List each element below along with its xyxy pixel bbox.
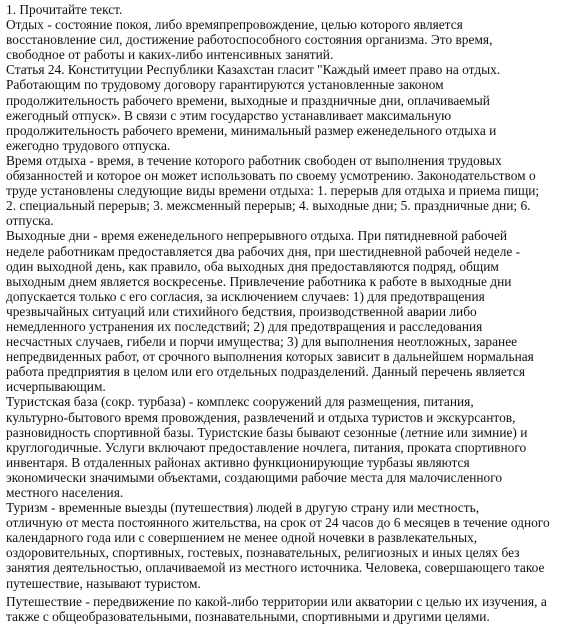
text-line: круглогодичные. Услуги включают предоставление ночлега, питания, проката спортивного [6,439,527,455]
text-line: Туризм - временные выезды (путешествия) людей в другую страну или местность, [6,500,480,516]
paragraph [6,500,570,591]
text-line: Отдых - состояние покоя, либо времяпрепровождение, целью которого является [6,17,463,33]
paragraph [6,594,570,624]
text-line: восстановление сил, достижение работоспособного состояния организма. Это время, [6,32,493,48]
paragraph [6,17,570,62]
paragraph [6,394,570,500]
text-line: непредвиденных работ, от срочного выполнения которых зависит в дальнейшем нормальная [6,349,534,365]
paragraph [6,62,570,153]
text-line: обязанностей и которое он может использовать по своему усмотрению. Законодательством о [6,168,536,184]
text-line: ежегодный отпуск». В связи с этим государство устанавливает максимальную [6,107,452,123]
text-line: неделе работникам предоставляется два рабочих дня, при шестидневной рабочей неделе - [6,243,521,259]
text-line: также с общеобразовательными, познавательными, спортивными и другими целями. [6,608,490,624]
text-line: труде установлены следующие виды времени отдыха: 1. перерыв для отдыха и приема пищи; [6,183,540,199]
text-line: исчерпывающим. [6,379,106,395]
paragraph [6,153,570,228]
text-line: Работающим по трудовому договору гарантируются установленные законом [6,77,444,93]
text-line: немедленного устранения их последствий; 2) для предотвращения и расследования [6,318,483,334]
text-line: допускается только с его согласия, за исключением случаев: 1) для предотвращения [6,288,485,304]
text-line: продолжительность рабочего времени, минимальный размер еженедельного отдыха и [6,122,497,138]
paragraph [6,228,570,394]
text-line: один выходной день, как правило, оба выходных дня предоставляются подряд, общим [6,258,499,274]
text-line: 2. специальный перерыв; 3. межсменный перерыв; 4. выходные дни; 5. праздничные дни; 6. [6,198,531,214]
text-line: календарного года или с совершением не менее одной ночевки в развлекательных, [6,530,478,546]
text-line: инвентаря. В отдаленных районах активно функционирующие турбазы являются [6,454,470,470]
text-line: экономически значимыми объектами, создающими рабочие места для малочисленного [6,469,503,485]
text-line: работа предприятия в целом или его отдельных подразделений. Данный перечень является [6,364,525,380]
document-heading: 1. Прочитайте текст. [6,2,123,17]
text-line: отличную от места постоянного жительства, на срок от 24 часов до 6 месяцев в течение одного [6,515,550,531]
text-line: чрезвычайных ситуаций или стихийного бедствия, производственной аварии либо [6,303,477,319]
text-line: занятия деятельностью, оплачиваемой из местного источника. Человека, совершающего такое [6,560,545,576]
paragraph-list [6,17,570,624]
text-line: местного населения. [6,485,124,500]
text-line: Время отдыха - время, в течение которого работник свободен от выполнения трудовых [6,152,502,168]
text-line: Путешествие - передвижение по какой-либо территории или акватории с целью их изучения, а [6,593,547,609]
text-line: оздоровительных, спортивных, гостевых, познавательных, религиозных и иных целях без [6,545,520,561]
text-line: Статья 24. Конституции Республики Казахстан гласит "Каждый имеет право на отдых. [6,62,501,78]
text-line: свободное от работы и каких-либо интенсивных занятий. [6,47,334,63]
document-body [6,2,570,624]
text-line: Туристская база (сокр. турбаза) - комплекс сооружений для размещения, питания, [6,394,474,410]
text-line: разновидность спортивной базы. Туристские базы бывают сезонные (летние или зимние) и [6,424,528,440]
text-line: ежегодно трудового отпуска. [6,137,171,153]
text-line: выходным днем является воскресенье. Привлечение работника к работе в выходные дни [6,273,512,289]
text-line: продолжительность рабочего времени, выходные и праздничные дни, оплачиваемый [6,92,490,108]
text-line: путешествие, называют туристом. [6,575,201,591]
text-line: несчастных случаев, гибели и порчи имущества; 3) для выполнения неотложных, заранее [6,334,518,350]
text-line: культурно-бытового время провождения, развлечений и отдыха туристов и экскурсантов, [6,409,516,425]
text-line: отпуска. [6,213,54,229]
text-line: Выходные дни - время еженедельного непрерывного отдыха. При пятидневной рабочей [6,228,508,244]
